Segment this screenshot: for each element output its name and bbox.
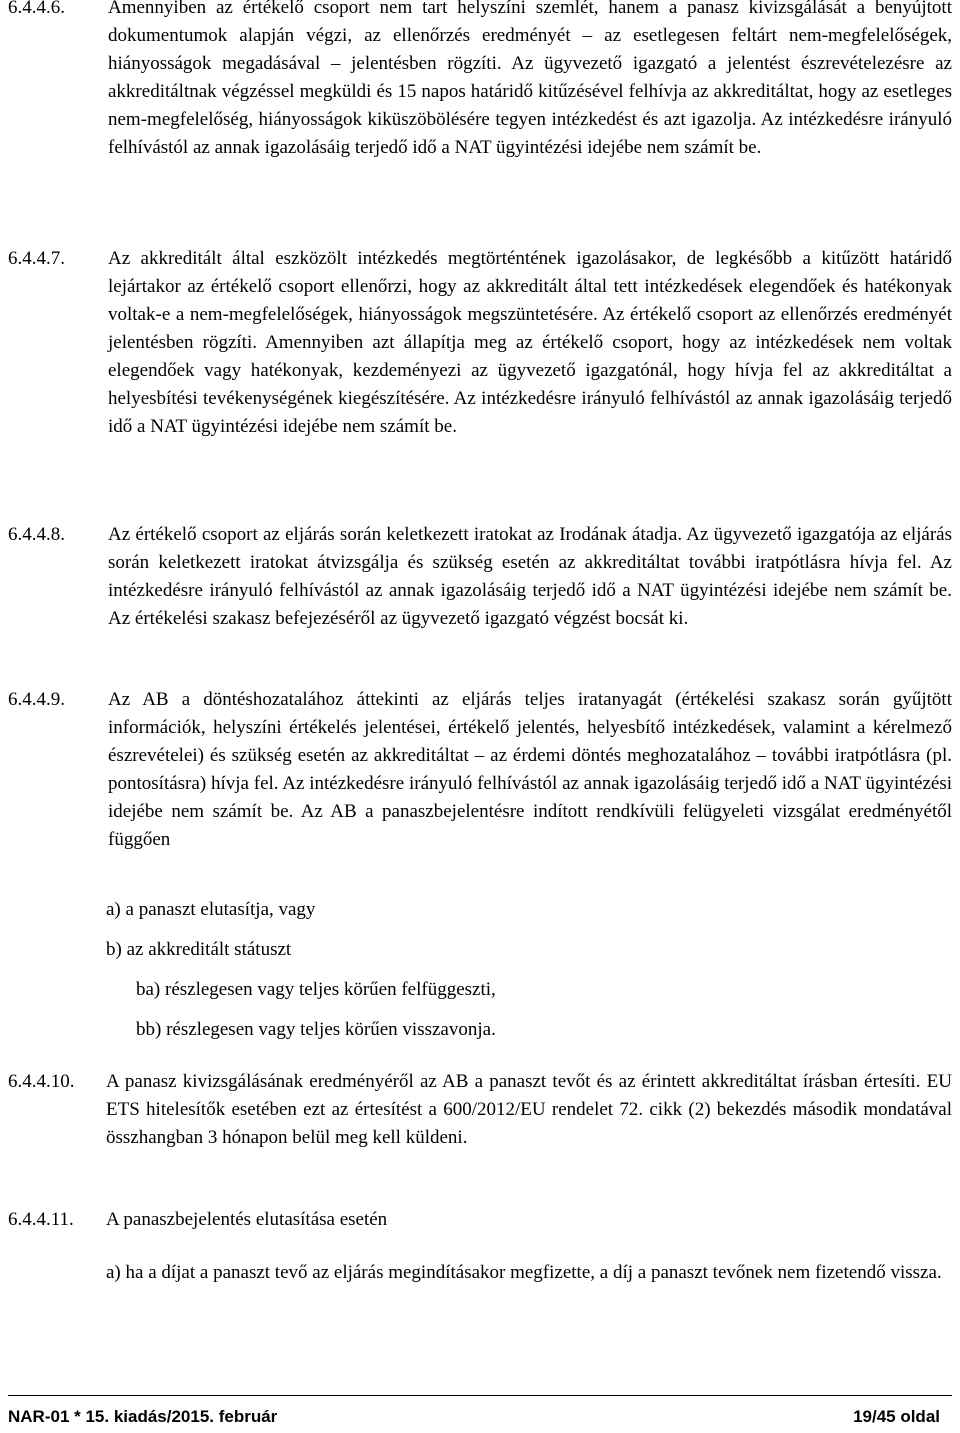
list-item: b) az akkreditált státuszt <box>106 939 292 960</box>
section-number: 6.4.4.10. <box>8 1071 75 1092</box>
page-number: 19/45 oldal <box>853 1407 940 1426</box>
section-number: 6.4.4.7. <box>8 248 65 269</box>
section-6-4-4-10 <box>8 1068 952 1152</box>
section-number: 6.4.4.9. <box>8 689 65 710</box>
section-text: Az akkreditált által eszközölt intézkedés megtörténtének igazolásakor, de legkésőbb a kitűzött határidő lejártakor az értékelő csoport ellenőrzi, hogy az akkreditált által tett intézkedések elegendőek és hatékonyak voltak-e a nem-megfelelőségek, hiányosságok megszüntetésére. Az értékelő csoport az ellenőrzés eredményét jelentésben rögzíti. Amennyiben azt állapítja meg az értékelő csoport, hogy az intézkedések nem voltak elegendőek vagy hatékonyak, kezdeményezi az ügyvezető igazgatónál, hogy hívja fel az akkreditáltat a helyesbítési tevékenységének kiegészítésére. Az intézkedésre irányuló felhívástól az annak igazolásáig terjedő idő a NAT ügyintézési idejébe nem számít be. <box>108 248 952 437</box>
section-number: 6.4.4.8. <box>8 524 65 545</box>
section-text: Az értékelő csoport az eljárás során keletkezett iratokat az Irodának átadja. Az ügyvezető igazgatója az eljárás során keletkezett iratokat átvizsgálja és szükség esetén az akkreditáltat további iratpótlásra hívja fel. Az intézkedésre irányuló felhívástól az annak igazolásáig terjedő idő a NAT ügyintézési idejébe nem számít be. Az értékelési szakasz befejezéséről az ügyvezető igazgató végzést bocsát ki. <box>108 524 952 629</box>
section-6-4-4-6 <box>8 0 952 162</box>
list-item: ba) részlegesen vagy teljes körűen felfüggeszti, <box>136 979 496 1000</box>
document-edition: NAR-01 * 15. kiadás/2015. február <box>8 1407 278 1426</box>
page-footer <box>8 1395 952 1433</box>
section-6-4-4-7 <box>8 245 952 441</box>
section-6-4-4-8 <box>8 521 952 633</box>
list-item: a) ha a díjat a panaszt tevő az eljárás megindításakor megfizette, a díj a panaszt tevőnek nem fizetendő vissza. <box>106 1262 942 1283</box>
section-text: Az AB a döntéshozatalához áttekinti az eljárás teljes iratanyagát (értékelési szakasz során gyűjtött információk, helyszíni értékelés jelentései, értékelő jelentés, helyesbítő intézkedések, valamint a kérelmező észrevételei) és szükség esetén az akkreditáltat – az érdemi döntés meghozatalához – további iratpótlásra (pl. pontosításra) hívja fel. Az intézkedésre irányuló felhívástól az annak igazolásáig terjedő idő a NAT ügyintézési idejébe nem számít be. Az AB a panaszbejelentésre indított rendkívüli felügyeleti vizsgálat eredményétől függően <box>108 689 952 850</box>
section-6-4-4-9 <box>8 686 952 854</box>
section-number: 6.4.4.11. <box>8 1209 74 1230</box>
section-text: Amennyiben az értékelő csoport nem tart helyszíni szemlét, hanem a panasz kivizsgálását a benyújtott dokumentumok alapján végzi, az ellenőrzés eredményét – az esetlegesen feltárt nem-megfelelőségek, hiányosságok megadásával – jelentésben rögzíti. Az ügyvezető igazgató a jelentést észrevételezésre az akkreditáltnak végzéssel megküldi és 15 napos határidő kitűzésével felhívja az akkreditáltat, hogy az esetleges nem-megfelelőség, hiányosságok kiküszöbölésére tegyen intézkedést és azt igazolja. Az intézkedésre irányuló felhívástól az annak igazolásáig terjedő idő a NAT ügyintézési idejébe nem számít be. <box>108 0 952 158</box>
section-text: A panaszbejelentés elutasítása esetén <box>106 1209 388 1230</box>
list-item: bb) részlegesen vagy teljes körűen visszavonja. <box>136 1019 496 1040</box>
section-6-4-4-11 <box>8 1206 952 1234</box>
list-item: a) a panaszt elutasítja, vagy <box>106 899 316 920</box>
section-text: A panasz kivizsgálásának eredményéről az AB a panaszt tevőt és az érintett akkreditáltat írásban értesíti. EU ETS hitelesítők esetében ezt az értesítést a 600/2012/EU rendelet 72. cikk (2) bekezdés második mondatával összhangban 3 hónapon belül meg kell küldeni. <box>106 1071 952 1148</box>
section-number: 6.4.4.6. <box>8 0 65 18</box>
